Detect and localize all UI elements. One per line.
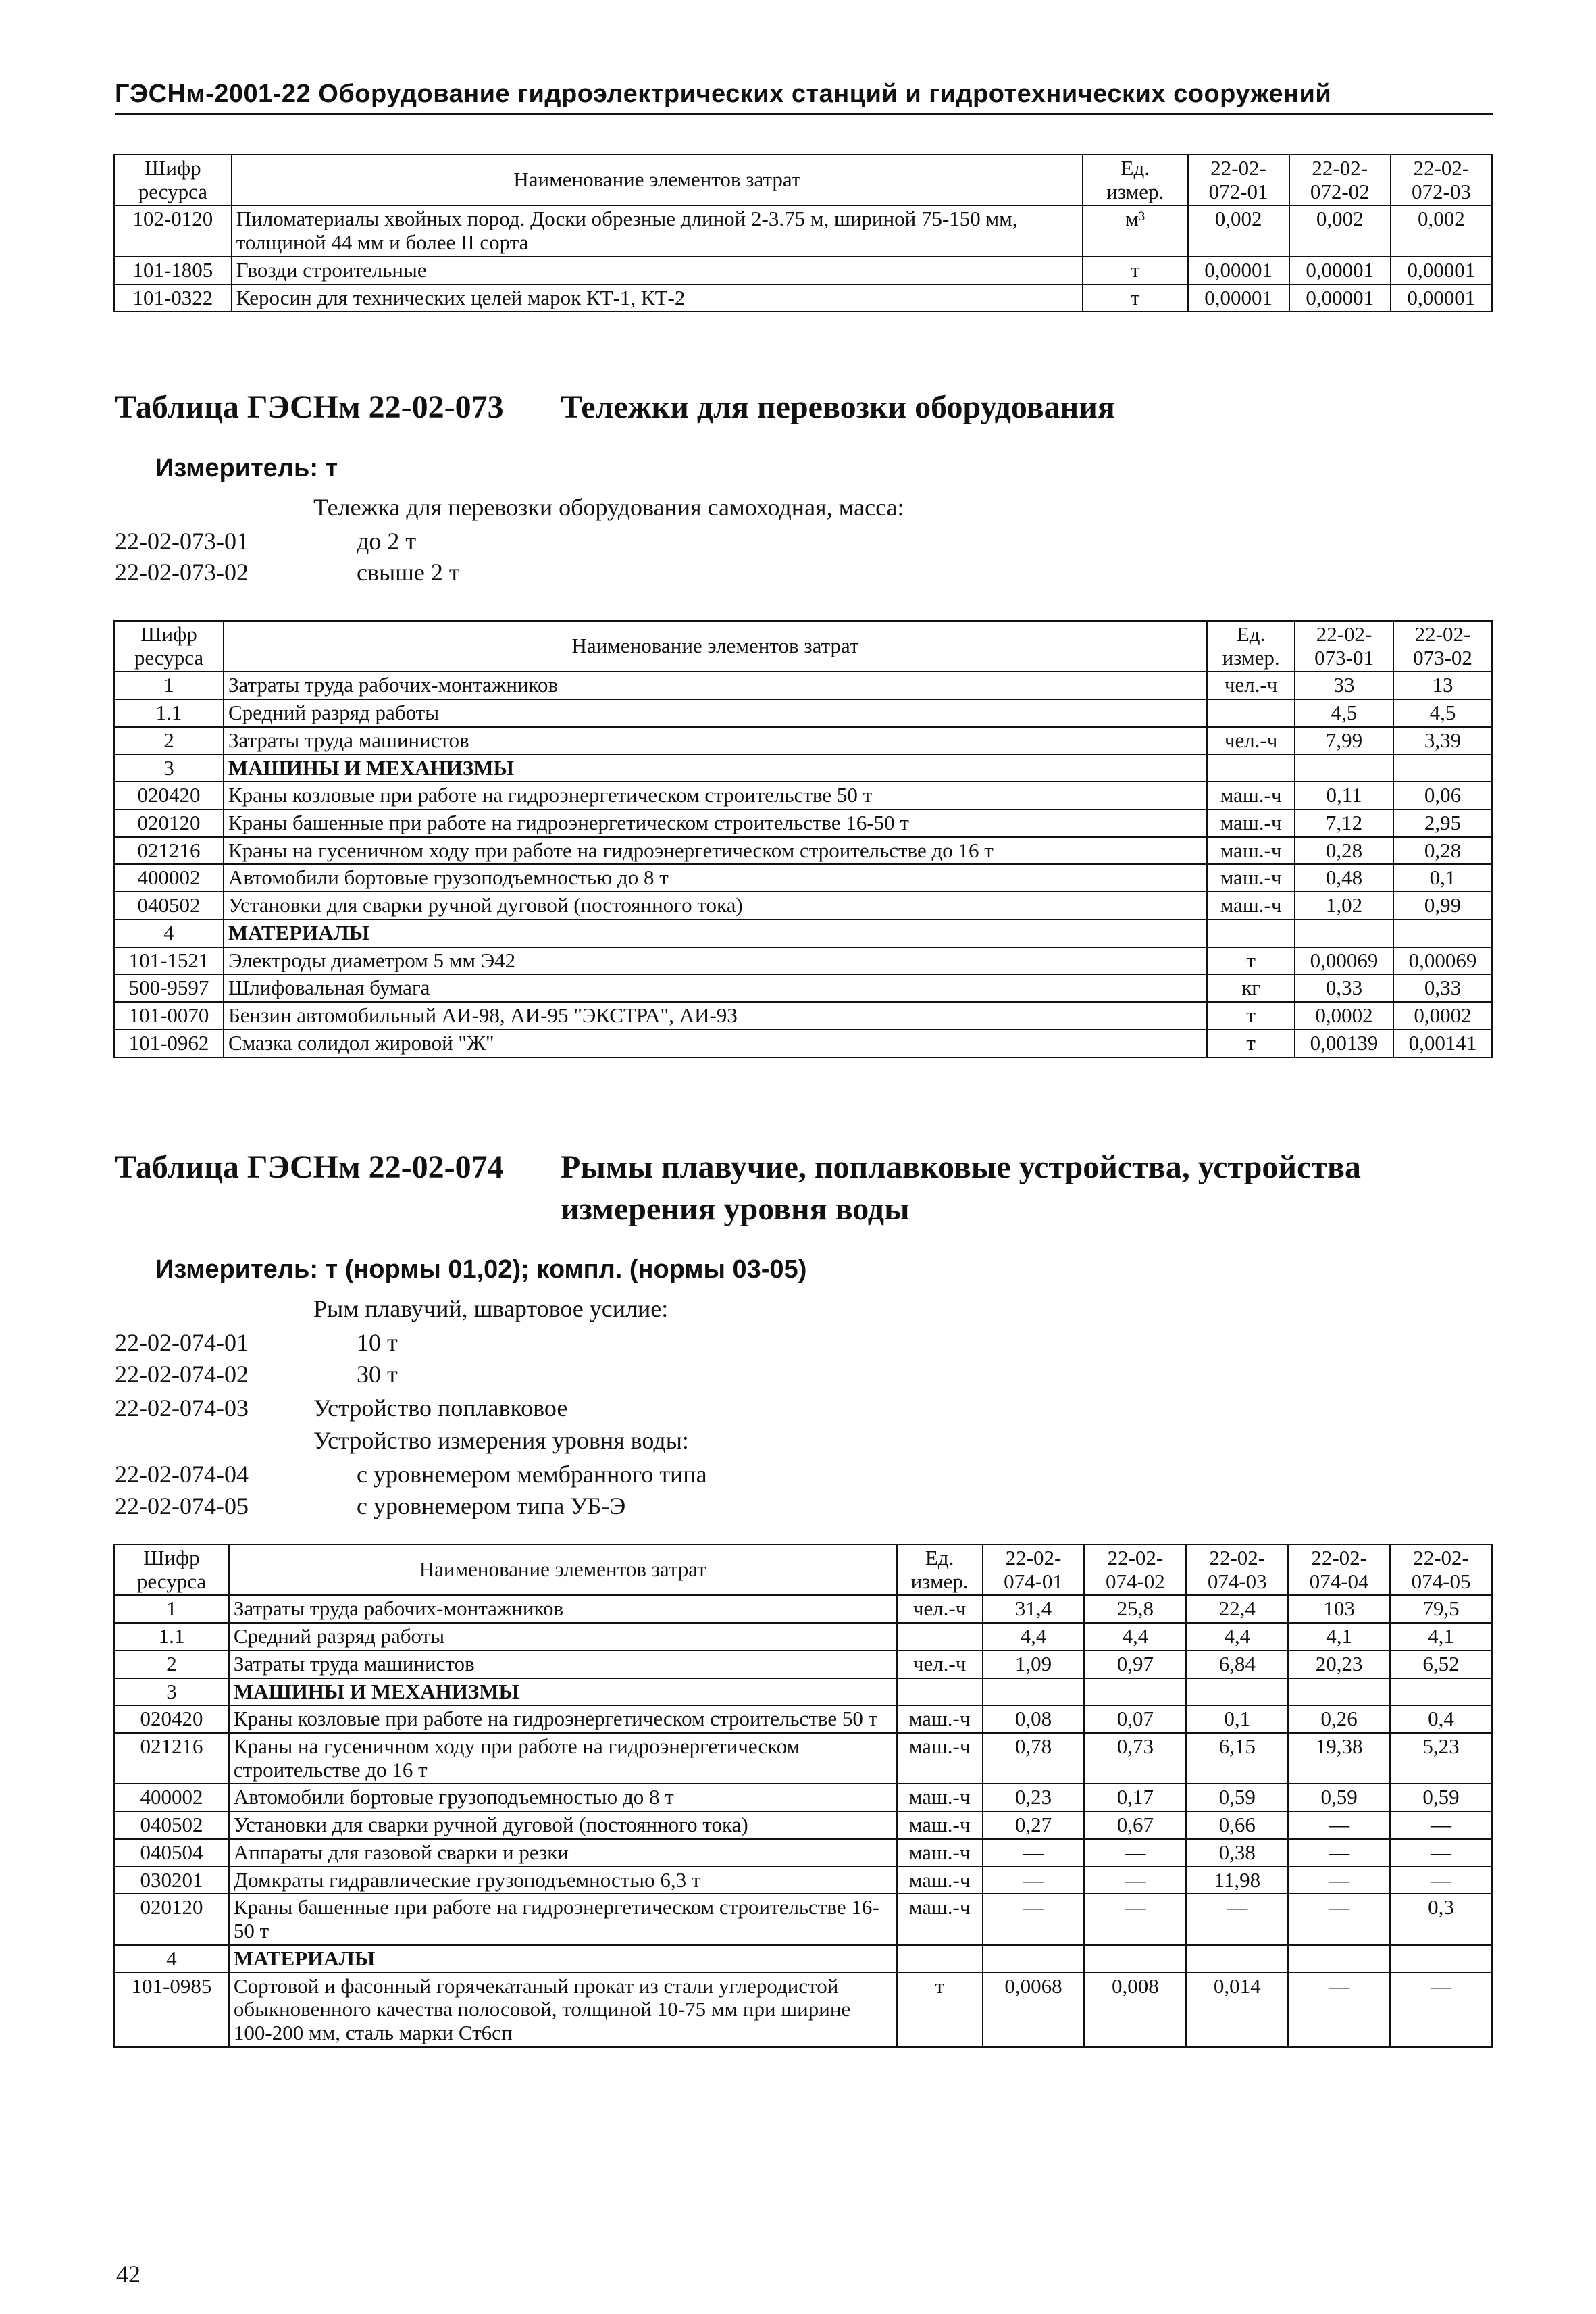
norm-value: 0,38 <box>1186 1839 1288 1867</box>
norm-value: 0,59 <box>1186 1784 1288 1811</box>
resource-code: 400002 <box>114 864 224 892</box>
norm-value: 0,59 <box>1390 1784 1492 1811</box>
norm-value: — <box>983 1867 1085 1894</box>
section-title: МАТЕРИАЛЫ <box>224 920 1207 947</box>
norm-value: 25,8 <box>1084 1595 1186 1623</box>
col-unit-header: Ед. измер. <box>1207 621 1295 672</box>
norm-value: 0,00139 <box>1295 1030 1393 1057</box>
norm-value: — <box>1084 1867 1186 1894</box>
norm-value: 1,02 <box>1295 892 1393 920</box>
norm-group-title: Рым плавучий, швартовое усилие: <box>313 1295 669 1322</box>
norm-value: 0,00001 <box>1289 284 1391 312</box>
resource-unit: маш.-ч <box>897 1705 983 1733</box>
norm-value: — <box>1186 1894 1288 1944</box>
norm-value: — <box>1288 1973 1390 2047</box>
resource-code: 101-0985 <box>114 1973 229 2047</box>
norm-value: 33 <box>1295 672 1393 699</box>
norm-value: 0,00001 <box>1391 257 1492 284</box>
norm-value: — <box>983 1839 1085 1867</box>
measure-unit: Измеритель: т (нормы 01,02); компл. (нормы 03-05) <box>155 1255 807 1284</box>
table-row <box>114 257 1492 284</box>
norm-code: 22-02-074-01 <box>115 1329 249 1356</box>
norm-value: 7,12 <box>1295 809 1393 837</box>
resource-code: 4 <box>114 920 224 947</box>
norm-value: 0,78 <box>983 1733 1085 1784</box>
resource-code: 101-0070 <box>114 1002 224 1030</box>
norm-value: 0,0068 <box>983 1973 1085 2047</box>
resource-unit <box>897 1945 983 1973</box>
norm-text: Устройство поплавковое <box>313 1394 568 1422</box>
norm-value: — <box>1288 1839 1390 1867</box>
col-norm-header: 22-02- 074-01 <box>983 1544 1085 1595</box>
resource-unit <box>897 1623 983 1651</box>
norm-value <box>1288 1678 1390 1706</box>
norm-value: 0,97 <box>1084 1651 1186 1678</box>
resource-code: 021216 <box>114 1733 229 1784</box>
resource-name: Краны козловые при работе на гидроэнергетическом строительстве 50 т <box>224 782 1207 809</box>
resource-unit: маш.-ч <box>1207 782 1295 809</box>
norm-value: 0,23 <box>983 1784 1085 1811</box>
resource-unit: т <box>1207 947 1295 975</box>
resource-name: Затраты труда машинистов <box>229 1651 897 1678</box>
resource-code: 020420 <box>114 782 224 809</box>
table-row <box>114 1894 1492 1944</box>
norm-value: 7,99 <box>1295 727 1393 755</box>
resource-unit: маш.-ч <box>1207 837 1295 865</box>
resource-unit: т <box>897 1973 983 2047</box>
col-norm-header: 22-02- 072-01 <box>1188 155 1289 205</box>
resource-unit: т <box>1207 1002 1295 1030</box>
norm-value: 0,00001 <box>1391 284 1492 312</box>
table-row <box>114 892 1492 920</box>
resource-unit: маш.-ч <box>897 1784 983 1811</box>
norm-value <box>1186 1945 1288 1973</box>
norm-value: 4,4 <box>1084 1623 1186 1651</box>
measure-unit: Измеритель: т <box>155 454 338 482</box>
table-073 <box>113 620 1493 1058</box>
resource-unit: кг <box>1207 974 1295 1002</box>
table-row <box>114 1623 1492 1651</box>
norm-text: с уровнемером типа УБ-Э <box>357 1492 626 1519</box>
resource-code: 020120 <box>114 1894 229 1944</box>
norm-value <box>1186 1678 1288 1706</box>
norm-value: 0,26 <box>1288 1705 1390 1733</box>
norm-value: — <box>1390 1973 1492 2047</box>
table-row <box>114 947 1492 975</box>
table-row <box>114 672 1492 699</box>
norm-value: 0,33 <box>1295 974 1393 1002</box>
resource-unit: т <box>1207 1030 1295 1057</box>
col-code-header: Шифр ресурса <box>114 621 224 672</box>
table-row <box>114 1595 1492 1623</box>
section-row <box>114 1678 1492 1706</box>
resource-name: Установки для сварки ручной дуговой (постоянного тока) <box>229 1811 897 1839</box>
resource-unit <box>897 1678 983 1706</box>
col-code-header: Шифр ресурса <box>114 155 232 205</box>
col-code-header: Шифр ресурса <box>114 1544 229 1595</box>
table-row <box>114 284 1492 312</box>
resource-name: Смазка солидол жировой "Ж" <box>224 1030 1207 1057</box>
col-norm-header: 22-02- 072-03 <box>1391 155 1492 205</box>
norm-value: 6,15 <box>1186 1733 1288 1784</box>
table-073-title <box>115 388 1115 426</box>
norm-value: 6,52 <box>1390 1651 1492 1678</box>
section-row <box>114 920 1492 947</box>
norm-text: с уровнемером мембранного типа <box>357 1461 707 1488</box>
norm-value: 0,28 <box>1393 837 1492 865</box>
col-norm-header: 22-02- 073-02 <box>1393 621 1492 672</box>
resource-name: Электроды диаметром 5 мм Э42 <box>224 947 1207 975</box>
table-name: Тележки для перевозки оборудования <box>561 389 1115 425</box>
resource-name: Краны на гусеничном ходу при работе на гидроэнергетическом строительстве до 16 т <box>229 1733 897 1784</box>
resource-name: Автомобили бортовые грузоподъемностью до 8 т <box>224 864 1207 892</box>
norm-value: 6,84 <box>1186 1651 1288 1678</box>
resource-name: Домкраты гидравлические грузоподъемностью 6,3 т <box>229 1867 897 1894</box>
norm-value: 4,1 <box>1288 1623 1390 1651</box>
resource-unit: чел.-ч <box>1207 672 1295 699</box>
norm-group-title: Тележка для перевозки оборудования самоходная, масса: <box>313 494 904 521</box>
norm-value: 0,17 <box>1084 1784 1186 1811</box>
norm-value: 1,09 <box>983 1651 1085 1678</box>
norm-code: 22-02-074-03 <box>115 1394 249 1422</box>
table-row <box>114 837 1492 865</box>
section-row <box>114 755 1492 782</box>
table-row <box>114 1002 1492 1030</box>
norm-value <box>1288 1945 1390 1973</box>
resource-unit <box>1207 755 1295 782</box>
norm-text: до 2 т <box>357 528 417 555</box>
col-norm-header: 22-02- 072-02 <box>1289 155 1391 205</box>
table-row <box>114 205 1492 256</box>
running-header: ГЭСНм-2001-22 Оборудование гидроэлектрических станций и гидротехнических сооружений <box>115 80 1493 115</box>
norm-value: 4,5 <box>1295 699 1393 727</box>
resource-code: 030201 <box>114 1867 229 1894</box>
norm-text: свыше 2 т <box>357 559 460 586</box>
norm-value: 20,23 <box>1288 1651 1390 1678</box>
table-code: Таблица ГЭСНм 22-02-074 <box>115 1149 504 1185</box>
norm-value: 11,98 <box>1186 1867 1288 1894</box>
norm-value <box>983 1945 1085 1973</box>
table-row <box>114 1784 1492 1811</box>
resource-name: Пиломатериалы хвойных пород. Доски обрезные длиной 2-3.75 м, шириной 75-150 мм, толщиной 44 мм и более II сорта <box>232 205 1083 256</box>
col-unit-header: Ед. измер. <box>1083 155 1188 205</box>
norm-value: 0,0002 <box>1295 1002 1393 1030</box>
norm-value: 0,33 <box>1393 974 1492 1002</box>
norm-value: 0,1 <box>1393 864 1492 892</box>
norm-value: 0,73 <box>1084 1733 1186 1784</box>
table-header-row <box>114 155 1492 205</box>
col-norm-header: 22-02- 074-04 <box>1288 1544 1390 1595</box>
section-row <box>114 1945 1492 1973</box>
norm-value: — <box>1288 1894 1390 1944</box>
norm-code: 22-02-074-04 <box>115 1461 249 1488</box>
norm-value: 0,00001 <box>1188 257 1289 284</box>
section-title: МАШИНЫ И МЕХАНИЗМЫ <box>224 755 1207 782</box>
norm-value: — <box>1288 1811 1390 1839</box>
resource-code: 3 <box>114 755 224 782</box>
resource-code: 101-0322 <box>114 284 232 312</box>
norm-value: 0,11 <box>1295 782 1393 809</box>
resource-unit: маш.-ч <box>1207 864 1295 892</box>
resource-unit: маш.-ч <box>897 1894 983 1944</box>
resource-unit: т <box>1083 257 1188 284</box>
norm-value: 4,4 <box>1186 1623 1288 1651</box>
norm-value: 0,27 <box>983 1811 1085 1839</box>
norm-value: 0,67 <box>1084 1811 1186 1839</box>
norm-value: 4,4 <box>983 1623 1085 1651</box>
table-074-title-line2: измерения уровня воды <box>561 1191 910 1227</box>
col-norm-header: 22-02- 074-05 <box>1390 1544 1492 1595</box>
table-074-title <box>115 1149 1361 1186</box>
resource-code: 040504 <box>114 1839 229 1867</box>
norm-value: 0,4 <box>1390 1705 1492 1733</box>
norm-value: 0,48 <box>1295 864 1393 892</box>
norm-value <box>1393 755 1492 782</box>
resource-unit: маш.-ч <box>897 1733 983 1784</box>
norm-value: 0,08 <box>983 1705 1085 1733</box>
norm-value: 3,39 <box>1393 727 1492 755</box>
page-number: 42 <box>116 2261 140 2288</box>
norm-text: 10 т <box>357 1329 398 1356</box>
norm-value <box>1390 1945 1492 1973</box>
resource-code: 400002 <box>114 1784 229 1811</box>
resource-name: Шлифовальная бумага <box>224 974 1207 1002</box>
table-072-continuation <box>113 154 1493 312</box>
resource-name: Затраты труда рабочих-монтажников <box>229 1595 897 1623</box>
norm-text: 30 т <box>357 1361 398 1388</box>
table-row <box>114 809 1492 837</box>
norm-value <box>1295 920 1393 947</box>
resource-code: 101-0962 <box>114 1030 224 1057</box>
norm-value: 0,00001 <box>1289 257 1391 284</box>
table-row <box>114 1973 1492 2047</box>
norm-value: 0,66 <box>1186 1811 1288 1839</box>
resource-unit: маш.-ч <box>897 1867 983 1894</box>
norm-value: 13 <box>1393 672 1492 699</box>
resource-name: Краны на гусеничном ходу при работе на гидроэнергетическом строительстве до 16 т <box>224 837 1207 865</box>
resource-name: Аппараты для газовой сварки и резки <box>229 1839 897 1867</box>
col-norm-header: 22-02- 073-01 <box>1295 621 1393 672</box>
table-row <box>114 1867 1492 1894</box>
norm-value: 22,4 <box>1186 1595 1288 1623</box>
resource-name: Сортовой и фасонный горячекатаный прокат из стали углеродистой обыкновенного качества полосовой, толщиной 10-75 мм при ширине 100-200 мм, сталь марки Ст6сп <box>229 1973 897 2047</box>
col-unit-header: Ед. измер. <box>897 1544 983 1595</box>
col-name-header: Наименование элементов затрат <box>232 155 1083 205</box>
table-row <box>114 727 1492 755</box>
norm-value: — <box>1084 1894 1186 1944</box>
norm-value: 0,3 <box>1390 1894 1492 1944</box>
norm-value: 0,002 <box>1391 205 1492 256</box>
norm-value: 0,59 <box>1288 1784 1390 1811</box>
resource-name: Керосин для технических целей марок КТ-1, КТ-2 <box>232 284 1083 312</box>
resource-name: Гвозди строительные <box>232 257 1083 284</box>
resource-code: 2 <box>114 1651 229 1678</box>
resource-unit: маш.-ч <box>1207 892 1295 920</box>
resource-code: 500-9597 <box>114 974 224 1002</box>
resource-code: 1 <box>114 1595 229 1623</box>
resource-name: Бензин автомобильный АИ-98, АИ-95 "ЭКСТРА", АИ-93 <box>224 1002 1207 1030</box>
resource-unit <box>1207 699 1295 727</box>
resource-code: 102-0120 <box>114 205 232 256</box>
table-row <box>114 1839 1492 1867</box>
norm-value: 0,06 <box>1393 782 1492 809</box>
col-name-header: Наименование элементов затрат <box>229 1544 897 1595</box>
resource-unit: маш.-ч <box>897 1811 983 1839</box>
table-row <box>114 1705 1492 1733</box>
norm-value: 0,00001 <box>1188 284 1289 312</box>
norm-value: 0,002 <box>1289 205 1391 256</box>
resource-name: Затраты труда рабочих-монтажников <box>224 672 1207 699</box>
resource-name: Средний разряд работы <box>229 1623 897 1651</box>
norm-value: 0,07 <box>1084 1705 1186 1733</box>
resource-name: Средний разряд работы <box>224 699 1207 727</box>
resource-code: 040502 <box>114 1811 229 1839</box>
resource-name: Затраты труда машинистов <box>224 727 1207 755</box>
norm-value <box>983 1678 1085 1706</box>
resource-code: 2 <box>114 727 224 755</box>
norm-code: 22-02-074-02 <box>115 1361 249 1388</box>
norm-value: 79,5 <box>1390 1595 1492 1623</box>
resource-code: 1 <box>114 672 224 699</box>
norm-value: 0,00069 <box>1295 947 1393 975</box>
resource-unit: чел.-ч <box>897 1651 983 1678</box>
norm-value: — <box>1084 1839 1186 1867</box>
resource-code: 4 <box>114 1945 229 1973</box>
resource-name: Краны башенные при работе на гидроэнергетическом строительстве 16-50 т <box>229 1894 897 1944</box>
resource-unit <box>1207 920 1295 947</box>
resource-code: 101-1521 <box>114 947 224 975</box>
table-row <box>114 974 1492 1002</box>
norm-code: 22-02-073-01 <box>115 528 249 555</box>
norm-value: 19,38 <box>1288 1733 1390 1784</box>
col-name-header: Наименование элементов затрат <box>224 621 1207 672</box>
table-row <box>114 1030 1492 1057</box>
norm-value: 0,00141 <box>1393 1030 1492 1057</box>
norm-value: 0,008 <box>1084 1973 1186 2047</box>
norm-code: 22-02-073-02 <box>115 559 249 586</box>
table-074 <box>113 1544 1493 2048</box>
norm-value: — <box>1390 1811 1492 1839</box>
resource-code: 021216 <box>114 837 224 865</box>
resource-code: 3 <box>114 1678 229 1706</box>
norm-value: 103 <box>1288 1595 1390 1623</box>
resource-code: 040502 <box>114 892 224 920</box>
resource-unit: маш.-ч <box>1207 809 1295 837</box>
table-row <box>114 1651 1492 1678</box>
norm-value: 31,4 <box>983 1595 1085 1623</box>
table-row <box>114 1733 1492 1784</box>
table-header-row <box>114 1544 1492 1595</box>
table-row <box>114 864 1492 892</box>
table-header-row <box>114 621 1492 672</box>
resource-code: 1.1 <box>114 1623 229 1651</box>
norm-value: — <box>1390 1867 1492 1894</box>
norm-value: 5,23 <box>1390 1733 1492 1784</box>
resource-code: 1.1 <box>114 699 224 727</box>
section-title: МАТЕРИАЛЫ <box>229 1945 897 1973</box>
resource-code: 101-1805 <box>114 257 232 284</box>
norm-value: 0,0002 <box>1393 1002 1492 1030</box>
resource-name: Установки для сварки ручной дуговой (постоянного тока) <box>224 892 1207 920</box>
col-norm-header: 22-02- 074-03 <box>1186 1544 1288 1595</box>
resource-name: Краны козловые при работе на гидроэнергетическом строительстве 50 т <box>229 1705 897 1733</box>
resource-code: 020420 <box>114 1705 229 1733</box>
section-title: МАШИНЫ И МЕХАНИЗМЫ <box>229 1678 897 1706</box>
resource-code: 020120 <box>114 809 224 837</box>
resource-unit: маш.-ч <box>897 1839 983 1867</box>
table-code: Таблица ГЭСНм 22-02-073 <box>115 389 504 425</box>
norm-value <box>1084 1678 1186 1706</box>
norm-value: 2,95 <box>1393 809 1492 837</box>
norm-value <box>1390 1678 1492 1706</box>
resource-unit: чел.-ч <box>1207 727 1295 755</box>
table-name: Рымы плавучие, поплавковые устройства, устройства <box>561 1149 1361 1185</box>
norm-value: 4,5 <box>1393 699 1492 727</box>
resource-unit: м³ <box>1083 205 1188 256</box>
norm-value: — <box>1390 1839 1492 1867</box>
norm-value: 0,1 <box>1186 1705 1288 1733</box>
norm-value <box>1084 1945 1186 1973</box>
table-row <box>114 1811 1492 1839</box>
resource-name: Автомобили бортовые грузоподъемностью до 8 т <box>229 1784 897 1811</box>
resource-unit: чел.-ч <box>897 1595 983 1623</box>
col-norm-header: 22-02- 074-02 <box>1084 1544 1186 1595</box>
norm-value: 0,002 <box>1188 205 1289 256</box>
norm-value: 0,014 <box>1186 1973 1288 2047</box>
norm-value: — <box>983 1894 1085 1944</box>
norm-value <box>1295 755 1393 782</box>
table-row <box>114 782 1492 809</box>
norm-value: 0,28 <box>1295 837 1393 865</box>
norm-value: 0,00069 <box>1393 947 1492 975</box>
table-row <box>114 699 1492 727</box>
resource-unit: т <box>1083 284 1188 312</box>
norm-group-title: Устройство измерения уровня воды: <box>313 1427 689 1454</box>
norm-value: 0,99 <box>1393 892 1492 920</box>
norm-code: 22-02-074-05 <box>115 1492 249 1519</box>
norm-value: 4,1 <box>1390 1623 1492 1651</box>
resource-name: Краны башенные при работе на гидроэнергетическом строительстве 16-50 т <box>224 809 1207 837</box>
norm-value: — <box>1288 1867 1390 1894</box>
norm-value <box>1393 920 1492 947</box>
